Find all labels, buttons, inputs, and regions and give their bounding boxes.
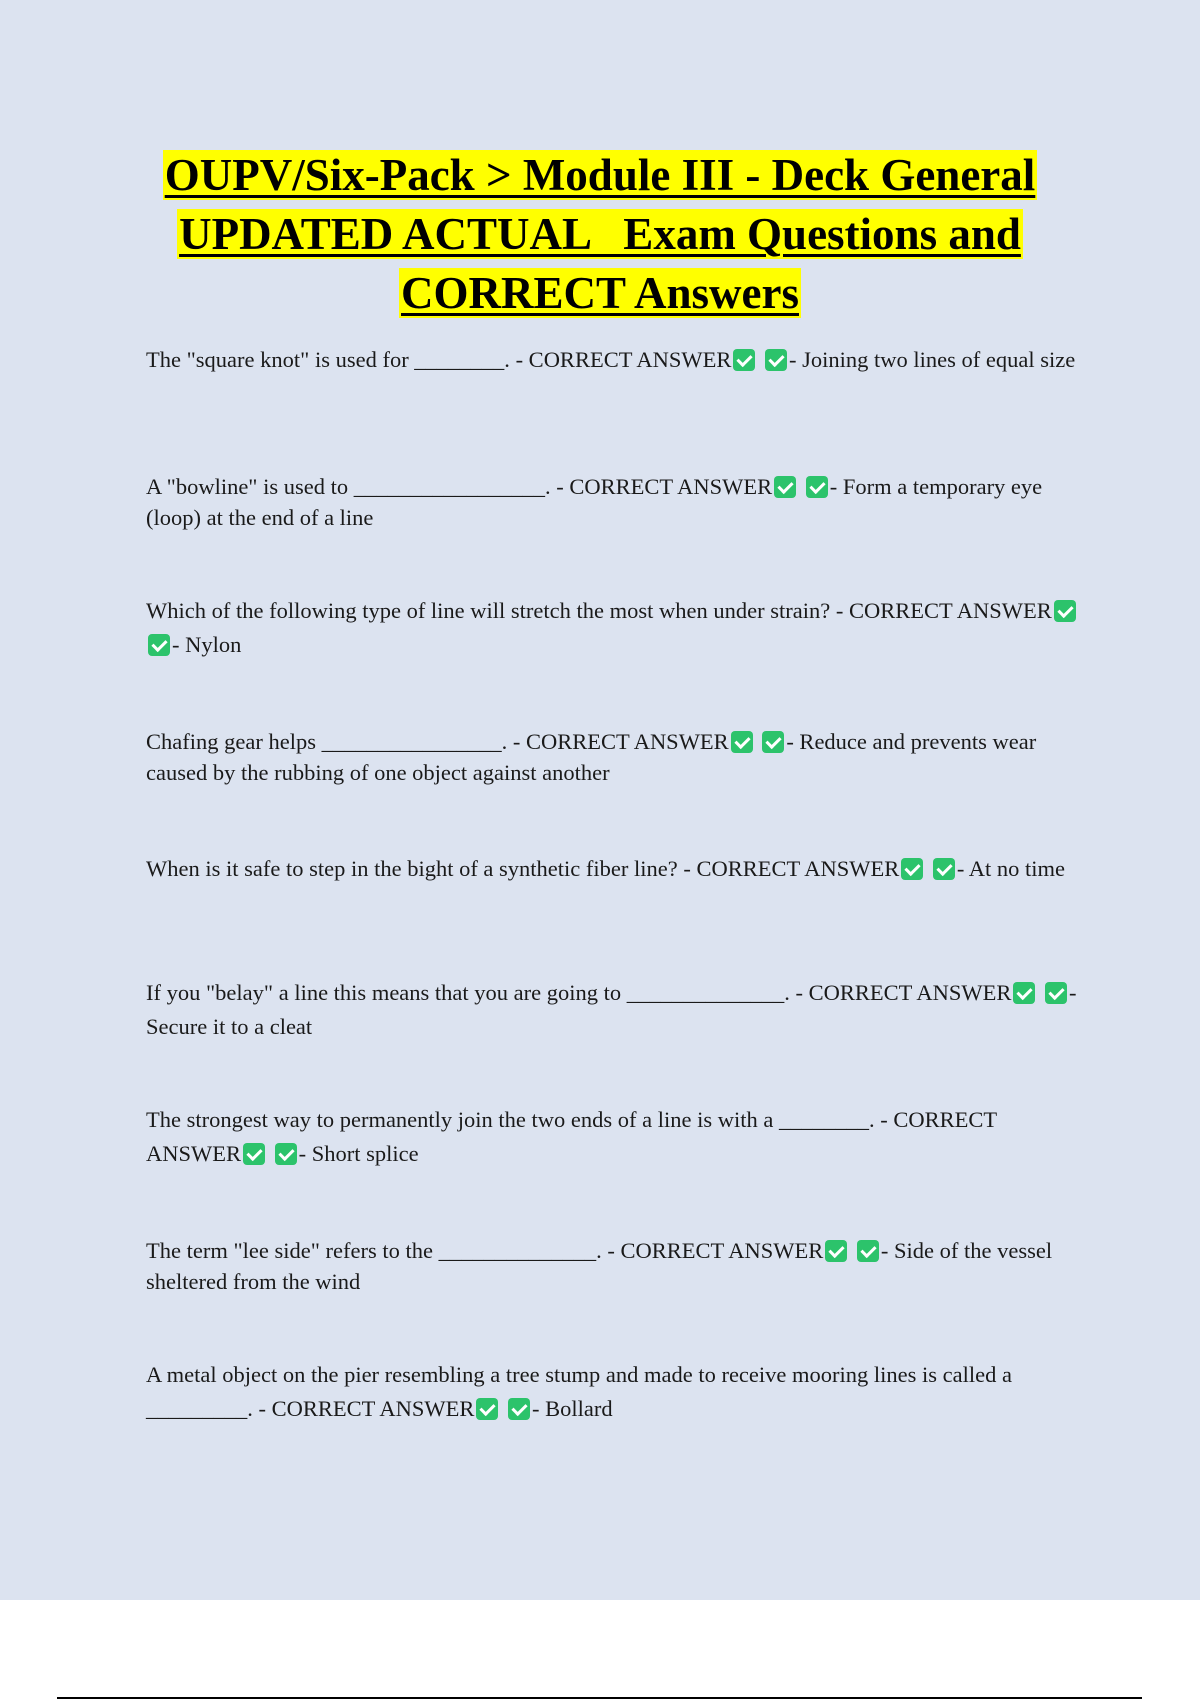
- answer-text: - At no time: [956, 856, 1065, 881]
- answer-text: - Nylon: [172, 632, 242, 657]
- correct-answer-label: - CORRECT ANSWER: [607, 1238, 824, 1263]
- qa-item-2: [146, 471, 1096, 533]
- check-icon: [1045, 982, 1067, 1004]
- check-icon: [806, 476, 828, 498]
- check-icon: [1013, 982, 1035, 1004]
- qa-item-4: [146, 726, 1096, 788]
- correct-answer-label: - CORRECT ANSWER: [515, 347, 732, 372]
- qa-item-9: [146, 1358, 1096, 1426]
- qa-item-5: [146, 853, 1096, 884]
- correct-answer-label: - CORRECT ANSWER: [556, 474, 773, 499]
- question-text: When is it safe to step in the bight of a synthetic fiber line?: [146, 856, 678, 881]
- correct-answer-label: - CORRECT ANSWER: [683, 856, 900, 881]
- question-text: The term "lee side" refers to the ______________.: [146, 1238, 602, 1263]
- question-text: A metal object on the pier resembling a tree stump and made to receive mooring lines is called a _________.: [146, 1362, 1012, 1421]
- check-icon: [774, 476, 796, 498]
- correct-answer-label: - CORRECT ANSWER: [258, 1396, 475, 1421]
- qa-item-8: [146, 1235, 1096, 1297]
- check-icon: [933, 858, 955, 880]
- question-text: Which of the following type of line will stretch the most when under strain?: [146, 598, 831, 623]
- correct-answer-label: - CORRECT ANSWER: [512, 729, 729, 754]
- correct-answer-label: - CORRECT ANSWER: [146, 1107, 997, 1166]
- check-icon: [731, 731, 753, 753]
- qa-item-3: [146, 594, 1096, 662]
- question-text: The "square knot" is used for ________.: [146, 347, 510, 372]
- title-line-2: UPDATED ACTUAL Exam Questions and: [179, 209, 1021, 259]
- document-title: [0, 146, 1200, 323]
- check-icon: [762, 731, 784, 753]
- check-icon: [476, 1398, 498, 1420]
- correct-answer-label: - CORRECT ANSWER: [795, 980, 1012, 1005]
- question-text: If you "belay" a line this means that you are going to ______________.: [146, 980, 790, 1005]
- check-icon: [901, 858, 923, 880]
- title-line-3: CORRECT Answers: [401, 268, 799, 318]
- qa-item-7: [146, 1103, 1096, 1171]
- question-text: The strongest way to permanently join the two ends of a line is with a ________.: [146, 1107, 875, 1132]
- question-text: Chafing gear helps ________________.: [146, 729, 508, 754]
- answer-text: - Bollard: [531, 1396, 613, 1421]
- check-icon: [825, 1240, 847, 1262]
- check-icon: [1054, 600, 1076, 622]
- check-icon: [765, 349, 787, 371]
- title-line-1: OUPV/Six-Pack > Module III - Deck General: [164, 150, 1036, 200]
- check-icon: [857, 1240, 879, 1262]
- answer-text: - Short splice: [298, 1141, 419, 1166]
- check-icon: [733, 349, 755, 371]
- answer-text: - Joining two lines of equal size: [789, 347, 1076, 372]
- footer-divider: [57, 1697, 1142, 1699]
- correct-answer-label: - CORRECT ANSWER: [835, 598, 1052, 623]
- check-icon: [275, 1143, 297, 1165]
- answer-text: - Secure it to a cleat: [146, 980, 1077, 1039]
- qa-item-1: [146, 344, 1096, 375]
- qa-item-6: [146, 976, 1096, 1044]
- check-icon: [508, 1398, 530, 1420]
- check-icon: [243, 1143, 265, 1165]
- check-icon: [148, 634, 170, 656]
- answer-text: - Side of the vessel sheltered from the wind: [146, 1238, 1053, 1294]
- question-text: A "bowline" is used to _________________.: [146, 474, 551, 499]
- answer-text: - Reduce and prevents wear caused by the rubbing of one object against another: [146, 729, 1037, 785]
- answer-text: - Form a temporary eye (loop) at the end of a line: [146, 474, 1043, 530]
